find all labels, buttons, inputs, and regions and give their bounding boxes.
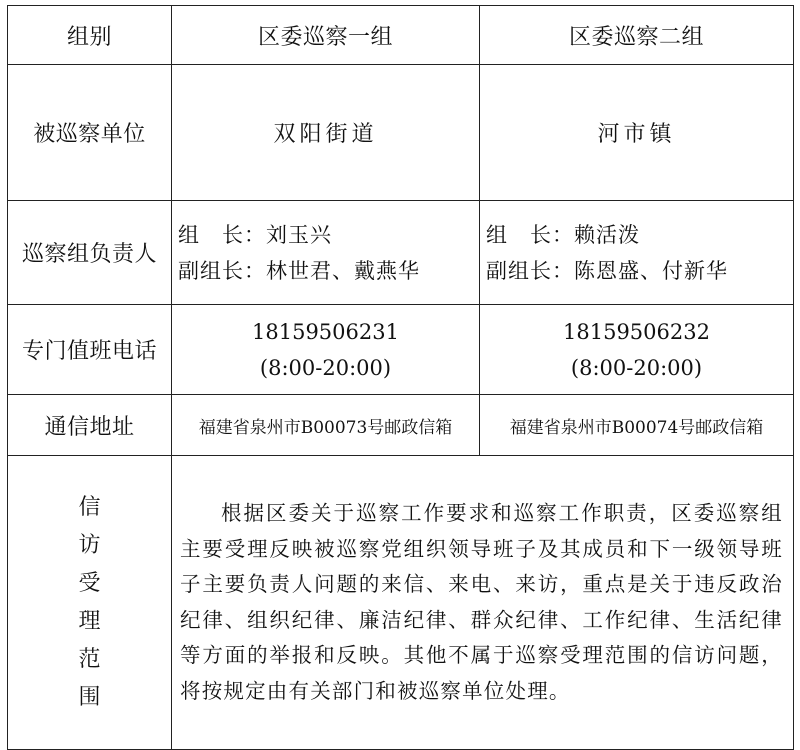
table-row-inspected-unit [8,65,794,201]
group2-deputy-line: 副组长：陈恩盛、付新华 [486,258,728,283]
group2-phone-number: 18159506232 [563,319,710,344]
phone-label: 专门值班电话 [8,305,172,395]
group1-phone-cell [172,305,480,395]
group2-phone-cell [480,305,794,395]
scope-label-char: 受 [78,570,101,596]
group2-leader-line: 组 长：赖活泼 [486,222,640,247]
address-label: 通信地址 [8,395,172,456]
group1-phone-hours: (8:00-20:00) [259,355,392,380]
table-row-leaders [8,201,794,305]
group1-leader-line: 组 长：刘玉兴 [178,222,332,247]
group1-leaders-cell [172,201,480,305]
group2-phone-hours: (8:00-20:00) [570,355,703,380]
group-label-cell: 组别 [8,6,172,65]
group2-leaders-cell [480,201,794,305]
leaders-label: 巡察组负责人 [8,201,172,305]
group2-header-cell: 区委巡察二组 [480,6,794,65]
scope-label-char: 范 [78,646,101,672]
group1-address: 福建省泉州市B00073号邮政信箱 [172,395,480,456]
group1-inspected-unit: 双阳街道 [172,65,480,201]
scope-label [8,456,172,750]
group2-inspected-unit: 河市镇 [480,65,794,201]
table-row-header [8,6,794,65]
table-row-address [8,395,794,456]
table-row-phone [8,305,794,395]
scope-label-char: 信 [78,494,101,520]
group1-phone-number: 18159506231 [252,319,399,344]
scope-label-char: 理 [78,608,101,634]
scope-label-char: 围 [78,684,101,710]
scope-label-char: 访 [78,532,101,558]
scope-text: 根据区委关于巡察工作要求和巡察工作职责，区委巡察组主要受理反映被巡察党组织领导班子及其成员和下一级领导班子主要负责人问题的来信、来电、来访，重点是关于违反政治纪律、组织纪律、廉洁纪律、群众纪律、工作纪律、生活纪律等方面的举报和反映。其他不属于巡察受理范围的信访问题，将按规定由有关部门和被巡察单位处理。 [172,456,794,750]
group2-address: 福建省泉州市B00074号邮政信箱 [480,395,794,456]
inspection-info-table [7,5,794,750]
table-row-scope [8,456,794,750]
group1-deputy-line: 副组长：林世君、戴燕华 [178,258,420,283]
group1-header-cell: 区委巡察一组 [172,6,480,65]
inspected-unit-label: 被巡察单位 [8,65,172,201]
